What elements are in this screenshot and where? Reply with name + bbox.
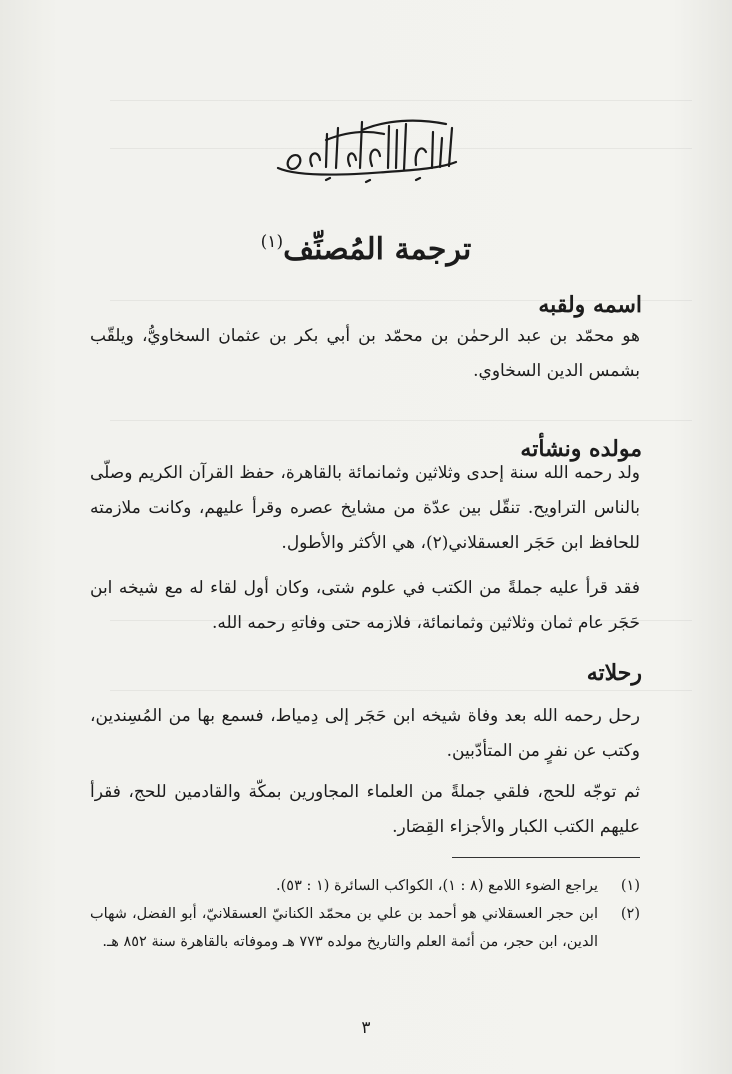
section-heading-name: اسمه ولقبه: [538, 292, 642, 318]
footnotes: [90, 872, 640, 956]
show-through-line: [110, 690, 692, 691]
page-title: [0, 222, 732, 270]
section-heading-travels: رحلاته: [586, 660, 642, 686]
section-heading-birth: مولده ونشأته: [520, 436, 642, 462]
basmala-calligraphy: [266, 110, 466, 188]
footnote-text: يراجع الضوء اللامع (٨ : ١)، الكواكب السائرة (١ : ٥٣).: [276, 878, 598, 894]
paragraph: رحل رحمه الله بعد وفاة شيخه ابن حَجَر إلى دِمياط، فسمع بها من المُسِندين، وكتب عن نفرٍ من المتأدّبين.: [90, 706, 640, 761]
paragraph: ثم توجّه للحج، فلقي جملةً من العلماء المجاورين بمكّة والقادمين للحج، فقرأ عليهم الكتب الكبار والأجزاء القِصَار.: [90, 782, 640, 837]
section-body-travels: [90, 699, 640, 845]
section-body-name: [90, 319, 640, 389]
footnote-2: [90, 900, 640, 956]
footnote-number: (١): [620, 878, 640, 894]
paragraph: ولد رحمه الله سنة إحدى وثلاثين وثمانمائة بالقاهرة، حفظ القرآن الكريم وصلّى بالناس التراويح. تنقّل بين عدّة من مشايخ عصره وقرأ عليهم، وكانت ملازمته للحافظ ابن حَجَر العسقلاني(٢)، هي الأكثر والأطول.: [90, 463, 640, 553]
page-number: ٣: [361, 1018, 371, 1038]
section-body-birth: [90, 456, 640, 641]
footnote-number: (٢): [620, 906, 640, 922]
footnote-separator: [452, 857, 640, 858]
footnote-ref: (١): [260, 232, 284, 252]
footnote-text: ابن حجر العسقلاني هو أحمد بن علي بن محمّد الكنانيّ العسقلانيّ، أبو الفضل، شهاب الدين، ابن حجر، من أئمة العلم والتاريخ مولده ٧٧٣ هـ وموفاته بالقاهرة سنة ٨٥٢ هـ.: [90, 906, 598, 950]
title-text: ترجمة المُصنِّف: [283, 232, 472, 267]
footnote-1: [90, 872, 640, 900]
show-through-line: [110, 420, 692, 421]
paragraph: هو محمّد بن عبد الرحمٰن بن محمّد بن أبي بكر بن عثمان السخاويُّ، ويلقّب بشمس الدين السخاوي.: [90, 326, 640, 381]
show-through-line: [110, 100, 692, 101]
paragraph: فقد قرأ عليه جملةً من الكتب في علوم شتى، وكان أول لقاء له مع شيخه ابن حَجَر عام ثمان وثلاثين وثمانمائة، فلازمه حتى وفاتهِ رحمه الله.: [90, 578, 640, 633]
